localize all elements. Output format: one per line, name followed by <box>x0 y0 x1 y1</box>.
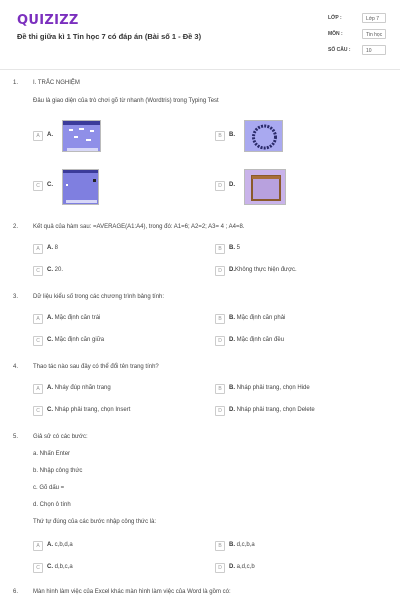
option-letter: B <box>215 384 225 394</box>
option-label: B. 5 <box>229 245 241 251</box>
option-letter: C <box>33 336 43 346</box>
meta-label-count: SỐ CÂU : <box>328 47 351 53</box>
option-label: B. Nháp phải trang, chọn Hide <box>229 385 310 391</box>
option-letter: D <box>215 406 225 416</box>
option-label: C. <box>47 182 53 188</box>
option-letter: A <box>33 244 43 254</box>
option-label: A. <box>47 132 53 138</box>
option-letter: A <box>33 131 43 141</box>
meta-value-subject: Tin học <box>362 29 386 39</box>
document-title: Đề thi giữa kì 1 Tin học 7 có đáp án (Bài số 1 - Đề 3) <box>17 32 202 41</box>
option-label: C. 20. <box>47 267 64 273</box>
option-label: D. Mặc định căn đều <box>229 337 285 343</box>
question-subtext: Đâu là giao diện của trò chơi gõ từ nhanh (Wordtris) trong Typing Test <box>33 98 219 104</box>
step-c: c. Gõ dấu = <box>33 485 65 491</box>
question-text: Dữ liệu kiểu số trong các chương trình bảng tính: <box>33 294 165 300</box>
option-letter: A <box>33 314 43 324</box>
option-label: A. 8 <box>47 245 59 251</box>
question-text: Giả sử có các bước: <box>33 434 88 440</box>
meta-label-subject: MÔN : <box>328 31 343 37</box>
step-d: d. Chọn ô tính <box>33 502 71 508</box>
option-label: A. Nháy đúp nhãn trang <box>47 385 111 391</box>
option-label: B. d,c,b,a <box>229 542 255 548</box>
meta-label-class: LỚP : <box>328 15 342 21</box>
meta-row-subject <box>328 29 386 41</box>
option-letter: C <box>33 563 43 573</box>
option-label: D. a,d,c,b <box>229 564 255 570</box>
wordtris-screenshot-c[interactable] <box>62 169 99 205</box>
option-label: A. Mặc định căn trái <box>47 315 101 321</box>
meta-value-count: 10 <box>362 45 386 55</box>
wordtris-screenshot-b[interactable] <box>244 120 283 152</box>
option-letter: B <box>215 314 225 324</box>
question-number: 6. <box>13 589 19 595</box>
option-letter: D <box>215 181 225 191</box>
step-a: a. Nhấn Enter <box>33 451 71 457</box>
option-letter: C <box>33 406 43 416</box>
question-number: 2. <box>13 224 19 230</box>
question-number: 4. <box>13 364 19 370</box>
option-label: A. c,b,d,a <box>47 542 73 548</box>
question-number: 5. <box>13 434 19 440</box>
question-number: 3. <box>13 294 19 300</box>
meta-value-class: Lớp 7 <box>362 13 386 23</box>
option-letter: D <box>215 336 225 346</box>
option-letter: B <box>215 244 225 254</box>
question-number: 1. <box>13 80 19 86</box>
option-label: B. Mặc định căn phải <box>229 315 286 321</box>
document-header <box>0 0 400 70</box>
option-label: C. d,b,c,a <box>47 564 73 570</box>
question-text: Màn hình làm việc của Excel khác màn hình làm việc của Word là gồm có: <box>33 589 231 595</box>
option-letter: D <box>215 266 225 276</box>
option-letter: D <box>215 563 225 573</box>
question-prompt: Thứ tự đúng của các bước nhập công thức là: <box>33 519 157 525</box>
question-text: Thao tác nào sau đây có thể đổi tên trang tính? <box>33 364 159 370</box>
option-letter: C <box>33 181 43 191</box>
option-letter: A <box>33 384 43 394</box>
question-text: Kết quả của hàm sau: =AVERAGE(A1:A4), trong đó: A1=6; A2=2; A3= 4 ; A4=8. <box>33 224 245 230</box>
meta-row-class <box>328 13 386 25</box>
option-label: C. Mặc định căn giữa <box>47 337 105 343</box>
step-b: b. Nhập công thức <box>33 468 83 474</box>
option-label: D. <box>229 182 235 188</box>
option-letter: A <box>33 541 43 551</box>
option-label: D.Không thực hiện được. <box>229 267 297 273</box>
wordtris-screenshot-d[interactable] <box>244 169 286 205</box>
option-label: D. Nháp phải trang, chọn Delete <box>229 407 315 413</box>
question-text: I. TRẮC NGHIỆM <box>33 80 80 86</box>
option-letter: B <box>215 541 225 551</box>
meta-row-count <box>328 45 386 57</box>
quizizz-logo: QUIZIZZ <box>17 13 79 28</box>
option-letter: B <box>215 131 225 141</box>
wordtris-screenshot-a[interactable] <box>62 120 101 152</box>
header-divider <box>0 69 400 70</box>
option-letter: C <box>33 266 43 276</box>
option-label: C. Nháp phải trang, chọn Insert <box>47 407 131 413</box>
option-label: B. <box>229 132 235 138</box>
